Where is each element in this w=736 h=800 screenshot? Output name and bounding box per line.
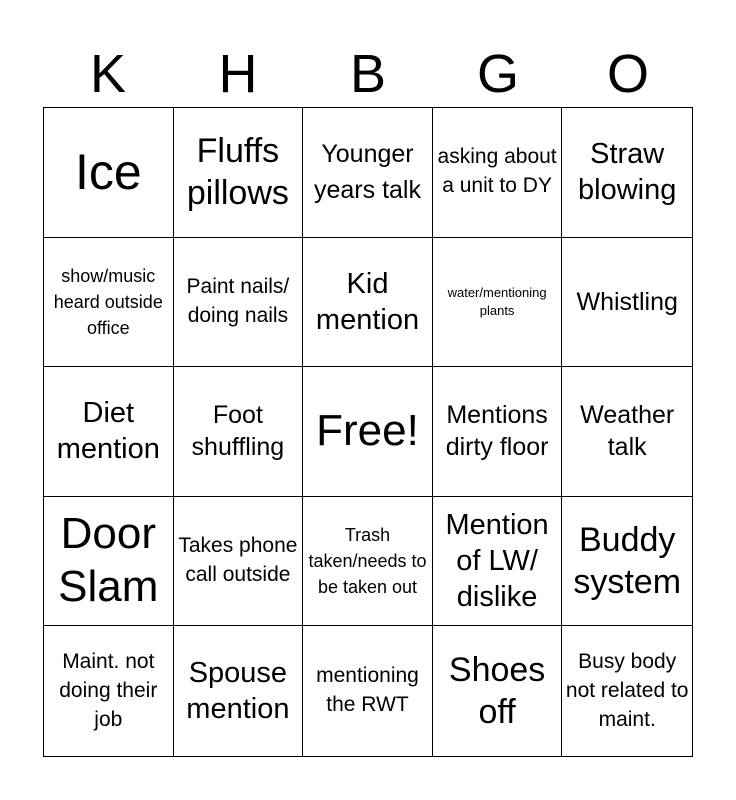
cell-text: water/mentioning plants [447,284,547,318]
cell-text: Door Slam [58,509,159,612]
cell-text: Weather talk [580,400,675,462]
bingo-cell[interactable] [174,626,304,756]
bingo-cell[interactable] [44,108,174,238]
header-letter-o: O [606,44,649,104]
bingo-cell[interactable] [174,367,304,497]
cell-text: Whistling [576,287,678,316]
cell-text: Fluffs pillows [186,131,289,213]
bingo-cell[interactable] [562,367,692,497]
bingo-header [43,40,693,108]
header-letter-h: H [218,44,258,104]
bingo-cell[interactable] [562,108,692,238]
bingo-cell[interactable] [562,626,692,756]
cell-text: Buddy system [573,520,682,602]
bingo-cell[interactable] [562,238,692,368]
cell-text: Paint nails/ doing nails [186,274,290,327]
free-space-text: Free! [316,406,419,456]
bingo-cell[interactable] [174,108,304,238]
cell-text: Mentions dirty floor [445,400,549,462]
bingo-cell[interactable] [174,238,304,368]
cell-text: Trash taken/needs to be taken out [308,524,427,598]
bingo-cell[interactable] [562,497,692,627]
bingo-cell[interactable] [303,626,433,756]
cell-text: Takes phone call outside [178,534,298,587]
cell-text: Mention of LW/ dislike [445,508,549,614]
cell-text: Kid mention [315,267,420,336]
bingo-cell[interactable] [44,367,174,497]
bingo-cell[interactable] [433,367,563,497]
bingo-cell[interactable] [44,497,174,627]
cell-text: Spouse mention [186,656,290,726]
bingo-cell[interactable] [303,238,433,368]
bingo-cell[interactable] [433,626,563,756]
bingo-board [43,107,693,757]
bingo-cell[interactable] [433,238,563,368]
cell-text: mentioning the RWT [316,664,419,717]
bingo-cell[interactable] [433,497,563,627]
cell-text: Maint. not doing their job [59,649,158,731]
header-letter-g: G [476,44,519,104]
bingo-cell[interactable] [303,108,433,238]
cell-text: Ice [74,143,142,200]
bingo-cell[interactable] [44,626,174,756]
bingo-cell[interactable] [433,108,563,238]
cell-text: asking about a unit to DY [437,145,557,198]
header-letter-b: B [349,44,387,104]
bingo-cell[interactable] [44,238,174,368]
cell-text: show/music heard outside office [53,265,163,338]
cell-text: Straw blowing [578,138,677,207]
cell-text: Younger years talk [314,140,421,205]
cell-text: Diet mention [56,397,160,466]
header-letter-k: K [89,44,127,104]
cell-text: Busy body not related to maint. [565,649,689,731]
bingo-cell[interactable] [303,497,433,627]
free-space-cell[interactable] [303,367,433,497]
cell-text: Shoes off [448,650,546,732]
bingo-cell[interactable] [174,497,304,627]
cell-text: Foot shuffling [191,400,285,462]
